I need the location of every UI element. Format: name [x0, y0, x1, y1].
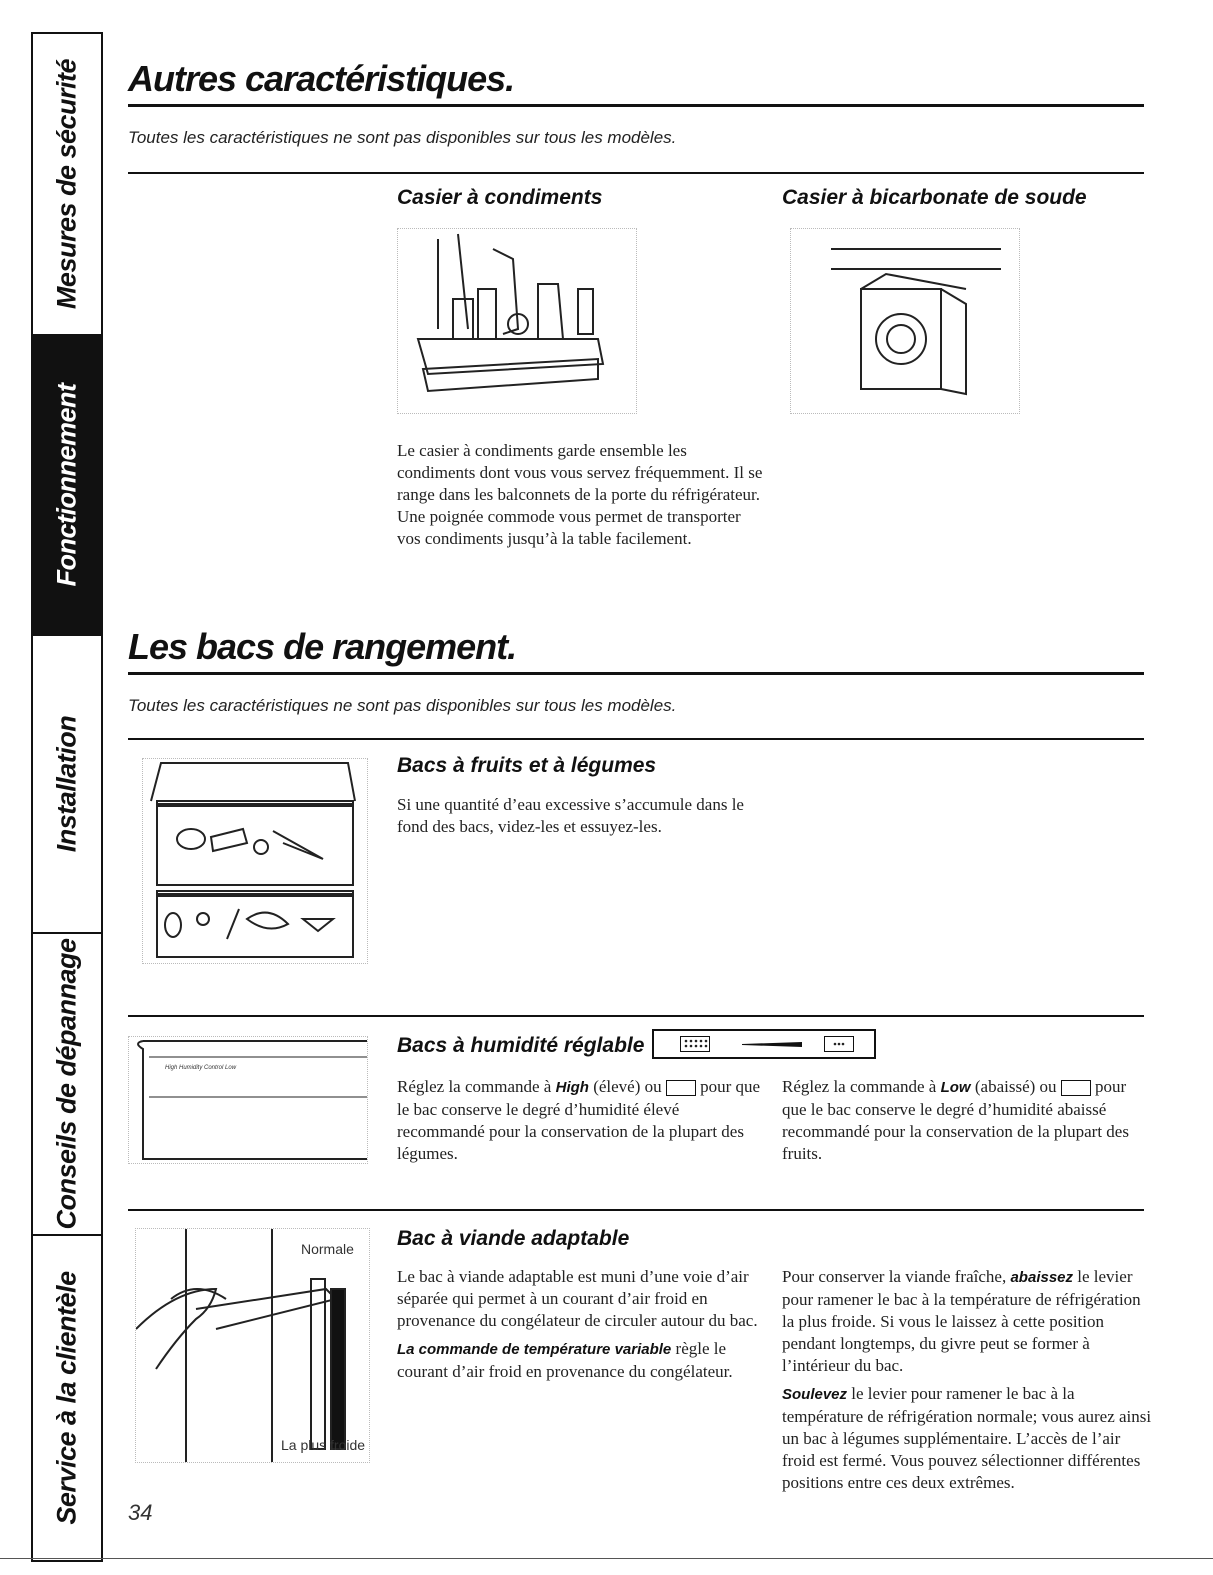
heading-bacs-fruits: Bacs à fruits et à légumes	[397, 754, 657, 777]
humidity-control-slider[interactable]	[652, 1029, 876, 1059]
tab-label: Installation	[51, 715, 82, 853]
meat-paragraph-2-text: règle le courant d’air froid en provenance du congélateur.	[397, 1339, 733, 1381]
section-divider	[128, 738, 1144, 740]
high-keyword: High	[555, 1079, 589, 1096]
condiment-caddy-illustration	[397, 228, 637, 414]
humidity-low-description	[782, 1076, 1147, 1165]
tab-label: Conseils de dépannage	[51, 938, 82, 1230]
low-humidity-icon	[1061, 1080, 1091, 1096]
availability-note: Toutes les caractéristiques ne sont pas disponibles sur tous les modèles.	[128, 696, 677, 715]
heading-casier-bicarbonate: Casier à bicarbonate de soude	[782, 186, 1087, 209]
meat-pan-drawing	[136, 1229, 369, 1462]
humidity-low-text-post: pour que le bac conserve le degré d’humidité abaissé recommandé pour la conservation de la plupart des fruits.	[782, 1077, 1129, 1163]
humidity-high-text-post: pour que le bac conserve le degré d’humidité élevé recommandé pour la conservation de la plupart des légumes.	[397, 1077, 761, 1163]
baking-soda-drawing	[791, 229, 1019, 413]
meat-pan-illustration	[135, 1228, 370, 1463]
crisper-drawers-drawing	[143, 759, 367, 963]
normal-setting-label: Normale	[301, 1241, 354, 1257]
humidity-high-text-pre: Réglez la commande à	[397, 1077, 556, 1096]
tab-label: Service à la clientèle	[51, 1271, 82, 1525]
meat-paragraph-4	[782, 1383, 1152, 1494]
section-title-autres: Autres caractéristiques.	[128, 58, 515, 99]
fruits-description: Si une quantité d’eau excessive s’accumule dans le fond des bacs, videz-les et essuyez-les.	[397, 795, 744, 836]
humidity-control-label: High Humidity Control Low	[165, 1065, 237, 1071]
high-humidity-icon	[680, 1036, 710, 1052]
tab-conseils-depannage[interactable]	[33, 934, 101, 1236]
tab-fonctionnement[interactable]	[33, 336, 101, 636]
high-humidity-icon	[666, 1080, 696, 1096]
heading-bacs-humidite: Bacs à humidité réglable	[397, 1034, 645, 1057]
side-tab-column	[31, 32, 103, 1562]
humidity-high-description	[397, 1076, 767, 1165]
crisper-drawers-illustration	[142, 758, 368, 964]
heading-casier-condiments: Casier à condiments	[397, 186, 603, 209]
page-number: 34	[128, 1500, 153, 1525]
tab-service-clientele[interactable]	[33, 1236, 101, 1560]
meat-paragraph-2	[397, 1338, 767, 1383]
humidity-drawer-illustration	[128, 1036, 368, 1164]
condiment-description: Le casier à condiments garde ensemble les condiments dont vous vous servez fréquemment. Il se range dans les balconnets de la porte du réfrigérateur. Une poignée commode vous permet de transporter vos condiments jusqu’à la table facilement.	[397, 441, 763, 548]
meat-paragraph-1: Le bac à viande adaptable est muni d’une voie d’air séparée qui permet à un courant d’air froid en provenance du congélateur de circuler autour du bac.	[397, 1267, 758, 1330]
meat-paragraph-3-pre: Pour conserver la viande fraîche,	[782, 1267, 1011, 1286]
humidity-low-text-mid: (abaissé) ou	[970, 1077, 1061, 1096]
meat-description-right	[782, 1266, 1152, 1500]
tab-label: Mesures de sécurité	[51, 58, 82, 310]
section-divider	[128, 1209, 1144, 1211]
slider-wedge-icon	[742, 1042, 802, 1047]
title-rule	[128, 672, 1144, 675]
meat-paragraph-3	[782, 1266, 1152, 1377]
meat-description-left	[397, 1266, 767, 1389]
humidity-high-text-mid: (élevé) ou	[588, 1077, 666, 1096]
coldest-setting-label: La plus froide	[281, 1437, 366, 1453]
humidity-drawer-drawing	[129, 1037, 367, 1163]
abaissez-keyword: abaissez	[1010, 1269, 1074, 1286]
tab-mesures-securite[interactable]	[33, 34, 101, 336]
tab-label: Fonctionnement	[51, 383, 82, 587]
section-divider	[128, 172, 1144, 174]
heading-bac-viande: Bac à viande adaptable	[397, 1227, 630, 1250]
page-bottom-rule	[0, 1558, 1213, 1559]
title-rule	[128, 104, 1144, 107]
variable-temp-control-keyword: La commande de température variable	[397, 1341, 672, 1358]
humidity-low-text-pre: Réglez la commande à	[782, 1077, 941, 1096]
baking-soda-illustration	[790, 228, 1020, 414]
section-divider	[128, 1015, 1144, 1017]
condiment-caddy-drawing	[398, 229, 636, 413]
availability-note: Toutes les caractéristiques ne sont pas disponibles sur tous les modèles.	[128, 128, 677, 147]
low-keyword: Low	[940, 1079, 971, 1096]
section-title-bacs: Les bacs de rangement.	[128, 626, 517, 667]
tab-installation[interactable]	[33, 636, 101, 934]
meat-paragraph-3-post: le levier pour ramener le bac à la température de réfrigération la plus froide. Si vous le laissez à cette position pendant longtemps, du givre peut se former à l’intérieur du bac.	[782, 1267, 1141, 1375]
meat-paragraph-4-post: le levier pour ramener le bac à la température de réfrigération normale; vous aurez ainsi un bac à légumes supplémentaire. L’accès de l’air froid est fermé. Vous pouvez sélectionner différentes positions entre ces deux extrêmes.	[782, 1384, 1152, 1492]
low-humidity-icon	[824, 1036, 854, 1052]
soulevez-keyword: Soulevez	[782, 1386, 848, 1403]
